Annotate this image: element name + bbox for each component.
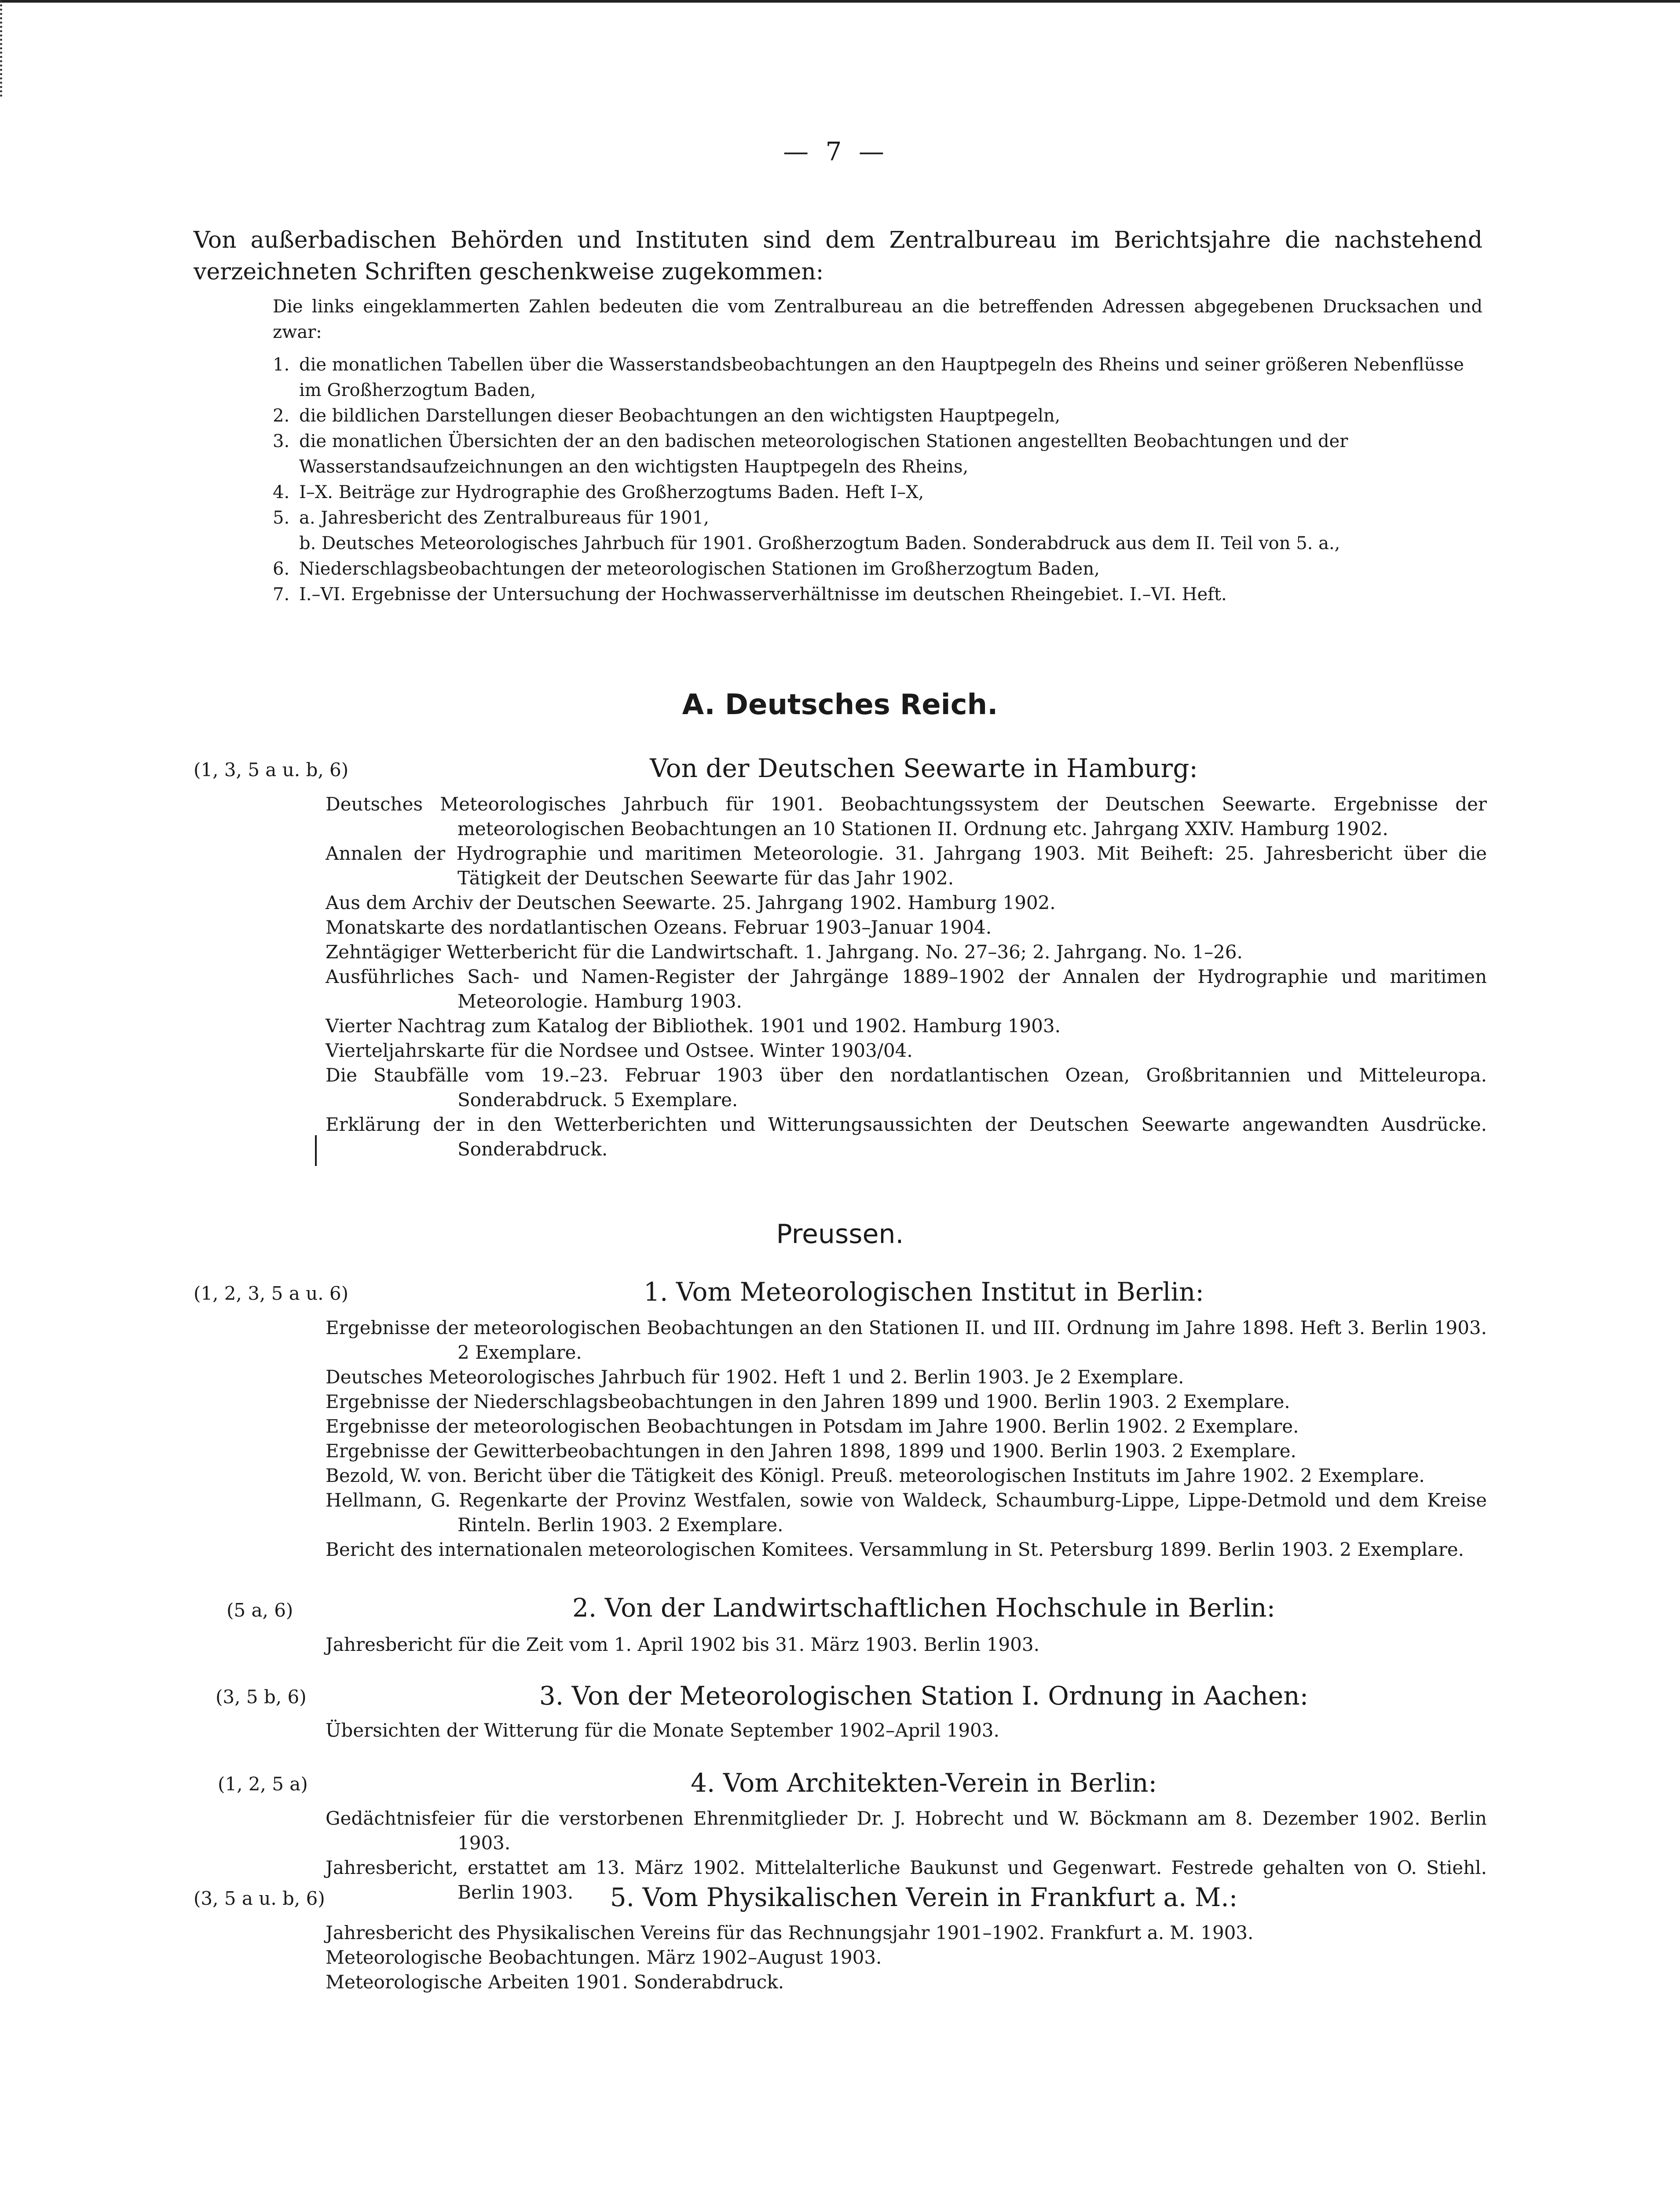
list-item <box>273 480 1487 505</box>
section-heading-preussen: Preussen. <box>776 1219 904 1250</box>
list-text: a. Jahresbericht des Zentralbureaus für 1901, <box>299 508 709 528</box>
list-item <box>273 531 1487 556</box>
list-text: die monatlichen Übersichten der an den badischen meteorologischen Stationen angestellten Beobachtungen und der Wasserstandsaufzeichnungen an den wichtigsten Hauptpegeln des Rheins, <box>299 431 1348 477</box>
list-item <box>273 403 1487 429</box>
distribution-codes: (3, 5 b, 6) <box>216 1686 307 1708</box>
institution-heading: 4. Vom Architekten-Verein in Berlin: <box>690 1768 1157 1798</box>
entry-list <box>326 1921 1487 1995</box>
list-item <box>273 556 1487 582</box>
institution-heading: 3. Von der Meteorologischen Station I. Ordnung in Aachen: <box>539 1681 1309 1711</box>
scan-edge-line <box>0 0 1680 3</box>
scan-margin-marks <box>0 0 8 97</box>
bibliography-entry: Bericht des internationalen meteorologischen Komitees. Versammlung in St. Petersburg 1899. Berlin 1903. 2 Exemplare. <box>326 1539 1464 1560</box>
margin-bracket <box>315 1135 317 1166</box>
distribution-list <box>273 352 1487 607</box>
institution-heading: 2. Von der Landwirtschaftlichen Hochschule in Berlin: <box>572 1593 1276 1623</box>
bibliography-entry: Hellmann, G. Regenkarte der Provinz Westfalen, sowie von Waldeck, Schaumburg-Lippe, Lippe-Detmold und dem Kreise Rinteln. Berlin 1903. 2 Exemplare. <box>326 1489 1487 1536</box>
distribution-codes: (1, 3, 5 a u. b, 6) <box>194 759 349 781</box>
bibliography-entry: Annalen der Hydrographie und maritimen Meteorologie. 31. Jahrgang 1903. Mit Beiheft: 25. Jahresbericht über die Tätigkeit der Deutschen Seewarte für das Jahr 1902. <box>326 843 1487 889</box>
institution-heading: 5. Vom Physikalischen Verein in Frankfurt a. M.: <box>610 1882 1238 1912</box>
bibliography-entry: Die Staubfälle vom 19.–23. Februar 1903 über den nordatlantischen Ozean, Großbritannien und Mitteleuropa. Sonderabdruck. 5 Exemplare. <box>326 1064 1487 1111</box>
entry-list <box>326 1632 1487 1657</box>
bibliography-entry: Meteorologische Beobachtungen. März 1902–August 1903. <box>326 1947 882 1968</box>
bibliography-entry: Deutsches Meteorologisches Jahrbuch für 1901. Beobachtungssystem der Deutschen Seewarte. Ergebnisse der meteorologischen Beobachtungen an 10 Stationen II. Ordnung etc. Jahrgang XXIV. Hamburg 1902. <box>326 793 1487 840</box>
list-number: 3. <box>273 431 290 451</box>
list-text: die bildlichen Darstellungen dieser Beobachtungen an den wichtigsten Hauptpegeln, <box>299 406 1061 426</box>
institution-heading: Von der Deutschen Seewarte in Hamburg: <box>650 753 1198 783</box>
bibliography-entry: Ergebnisse der Gewitterbeobachtungen in den Jahren 1898, 1899 und 1900. Berlin 1903. 2 Exemplare. <box>326 1440 1296 1462</box>
list-text: I.–VI. Ergebnisse der Untersuchung der Hochwasserverhältnisse im deutschen Rheingebiet. I.–VI. Heft. <box>299 584 1227 605</box>
entry-list <box>326 1316 1487 1562</box>
bibliography-entry: Vierter Nachtrag zum Katalog der Bibliothek. 1901 und 1902. Hamburg 1903. <box>326 1015 1061 1037</box>
bibliography-entry: Jahresbericht, erstattet am 13. März 1902. Mittelalterliche Baukunst und Gegenwart. Festrede gehalten von O. Stiehl. Berlin 1903. <box>326 1857 1487 1903</box>
entry-list <box>326 792 1487 1162</box>
intro-paragraph: Von außerbadischen Behörden und Instituten sind dem Zentralbureau im Berichtsjahre die nachstehend verzeichneten Schriften geschenkweise zugekommen: <box>194 227 1482 285</box>
entry-list <box>326 1718 1487 1743</box>
bibliography-entry: Ergebnisse der Niederschlagsbeobachtungen in den Jahren 1899 und 1900. Berlin 1903. 2 Exemplare. <box>326 1391 1290 1412</box>
bibliography-entry: Deutsches Meteorologisches Jahrbuch für 1902. Heft 1 und 2. Berlin 1903. Je 2 Exemplare. <box>326 1366 1184 1388</box>
bibliography-entry: Ausführliches Sach- und Namen-Register der Jahrgänge 1889–1902 der Annalen der Hydrographie und maritimen Meteorologie. Hamburg 1903. <box>326 966 1487 1012</box>
list-text: I–X. Beiträge zur Hydrographie des Großherzogtums Baden. Heft I–X, <box>299 482 924 502</box>
list-number: 4. <box>273 482 290 502</box>
list-item <box>273 352 1487 403</box>
distribution-codes: (5 a, 6) <box>227 1599 293 1621</box>
note-paragraph: Die links eingeklammerten Zahlen bedeuten die vom Zentralbureau an die betreffenden Adressen abgegebenen Drucksachen und zwar: <box>273 297 1482 342</box>
list-number: 7. <box>273 584 290 605</box>
list-text: b. Deutsches Meteorologisches Jahrbuch für 1901. Großherzogtum Baden. Sonderabdruck aus dem II. Teil von 5. a., <box>299 533 1340 554</box>
bibliography-entry: Jahresbericht des Physikalischen Vereins für das Rechnungsjahr 1901–1902. Frankfurt a. M. 1903. <box>326 1922 1254 1943</box>
list-text: die monatlichen Tabellen über die Wasserstandsbeobachtungen an den Hauptpegeln des Rheins und seiner größeren Nebenflüsse im Großherzogtum Baden, <box>299 355 1464 400</box>
bibliography-entry: Übersichten der Witterung für die Monate September 1902–April 1903. <box>326 1720 999 1741</box>
list-text: Niederschlagsbeobachtungen der meteorologischen Stationen im Großherzogtum Baden, <box>299 559 1100 579</box>
section-heading-deutsches-reich: A. Deutsches Reich. <box>682 689 998 721</box>
list-item <box>273 582 1487 607</box>
distribution-codes: (3, 5 a u. b, 6) <box>194 1888 325 1909</box>
bibliography-entry: Aus dem Archiv der Deutschen Seewarte. 25. Jahrgang 1902. Hamburg 1902. <box>326 892 1056 913</box>
bibliography-entry: Meteorologische Arbeiten 1901. Sonderabdruck. <box>326 1971 784 1993</box>
list-item <box>273 429 1487 480</box>
institution-heading: 1. Vom Meteorologischen Institut in Berlin: <box>644 1277 1204 1307</box>
bibliography-entry: Bezold, W. von. Bericht über die Tätigkeit des Königl. Preuß. meteorologischen Instituts im Jahre 1902. 2 Exemplare. <box>326 1465 1425 1486</box>
bibliography-entry: Vierteljahrskarte für die Nordsee und Ostsee. Winter 1903/04. <box>326 1040 913 1061</box>
list-number: 6. <box>273 559 290 579</box>
distribution-codes: (1, 2, 5 a) <box>218 1773 308 1795</box>
bibliography-entry: Erklärung der in den Wetterberichten und Witterungsaussichten der Deutschen Seewarte angewandten Ausdrücke. Sonderabdruck. <box>326 1114 1487 1160</box>
distribution-codes: (1, 2, 3, 5 a u. 6) <box>194 1283 348 1304</box>
bibliography-entry: Jahresbericht für die Zeit vom 1. April 1902 bis 31. März 1903. Berlin 1903. <box>326 1634 1039 1655</box>
bibliography-entry: Gedächtnisfeier für die verstorbenen Ehrenmitglieder Dr. J. Hobrecht und W. Böckmann am 8. Dezember 1902. Berlin 1903. <box>326 1808 1487 1854</box>
list-number: 1. <box>273 355 290 375</box>
bibliography-entry: Ergebnisse der meteorologischen Beobachtungen in Potsdam im Jahre 1900. Berlin 1902. 2 Exemplare. <box>326 1415 1299 1437</box>
bibliography-entry: Ergebnisse der meteorologischen Beobachtungen an den Stationen II. und III. Ordnung im Jahre 1898. Heft 3. Berlin 1903. 2 Exemplare. <box>326 1317 1487 1363</box>
list-number: 5. <box>273 508 290 528</box>
page-number: — 7 — <box>783 136 889 166</box>
bibliography-entry: Zehntägiger Wetterbericht für die Landwirtschaft. 1. Jahrgang. No. 27–36; 2. Jahrgang. No. 1–26. <box>326 941 1243 963</box>
bibliography-entry: Monatskarte des nordatlantischen Ozeans. Februar 1903–Januar 1904. <box>326 917 992 938</box>
list-item <box>273 505 1487 531</box>
list-number: 2. <box>273 406 290 426</box>
